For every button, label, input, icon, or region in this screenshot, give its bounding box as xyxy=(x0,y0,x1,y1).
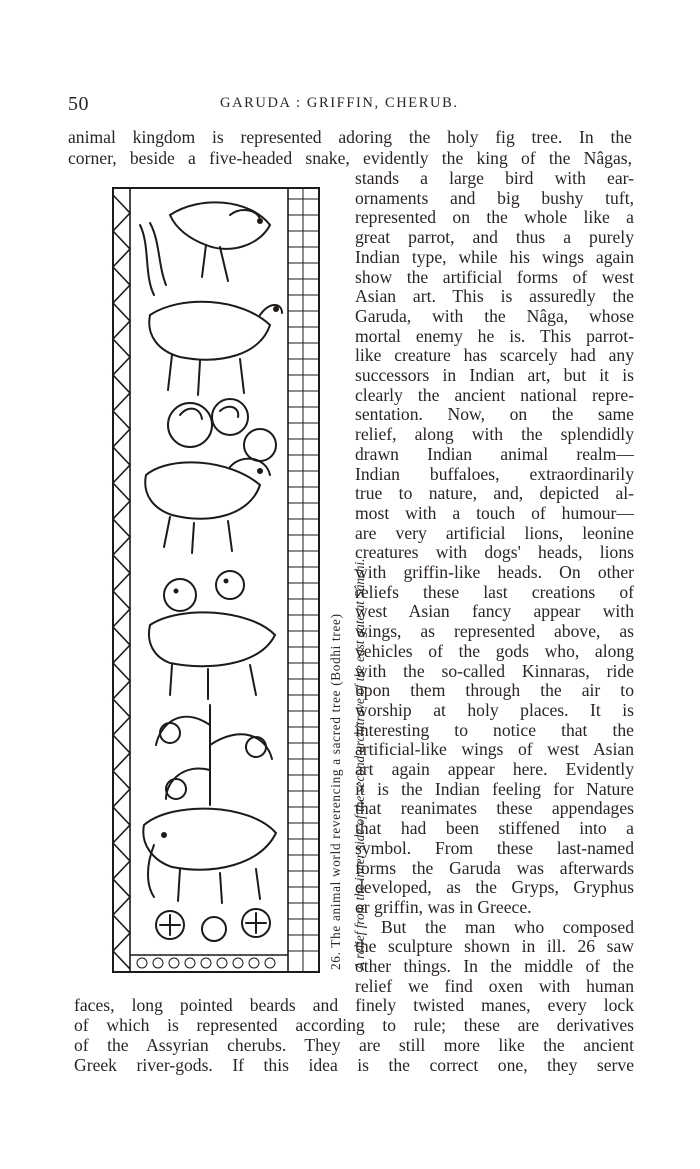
text-line: corner, beside a five-headed snake, evidently the king of the Nâgas, xyxy=(68,149,632,168)
page-header xyxy=(68,93,636,119)
text-line: forms the Garuda was afterwards xyxy=(355,858,634,878)
text-line: mortal enemy he is. This parrot- xyxy=(355,326,634,346)
text-line: ornaments and big bushy tuft, xyxy=(355,188,634,208)
text-line: art again appear here. Evidently xyxy=(355,760,634,779)
text-line: developed, as the Gryps, Gryphus xyxy=(355,878,634,898)
caption-title: 26. The animal world reverencing a sacred tree (Bodhi tree) xyxy=(328,613,343,970)
text-line: Garuda, with the Nâga, whose xyxy=(355,306,634,326)
text-line: represented on the whole like a xyxy=(355,208,634,228)
text-line: worship at holy places. It is xyxy=(355,700,634,720)
text-line: with griffin-like heads. On other xyxy=(355,563,634,582)
text-line: animal kingdom is represented adoring the holy fig tree. In the xyxy=(68,128,632,147)
text-line: successors in Indian art, but it is xyxy=(355,366,634,385)
text-line: of which is represented according to rule; these are derivatives xyxy=(74,1016,634,1036)
text-line: relief, along with the splendidly xyxy=(355,425,634,445)
text-line: are very artificial lions, leonine xyxy=(355,523,634,543)
text-line: reliefs these last creations of xyxy=(355,582,634,602)
text-line: clearly the ancient national repre- xyxy=(355,385,634,405)
text-line: or griffin, was in Greece. xyxy=(355,897,532,917)
text-line: wings, as represented above, as xyxy=(355,622,634,642)
text-line: west Asian fancy appear with xyxy=(355,602,634,622)
relief-illustration xyxy=(110,185,322,975)
text-line: with the so-called Kinnaras, ride xyxy=(355,661,634,681)
text-line: Indian buffaloes, extraordinarily xyxy=(355,464,634,484)
text-line: most with a touch of humour— xyxy=(355,503,634,523)
text-line: Asian art. This is assuredly the xyxy=(355,287,634,307)
text-line: drawn Indian animal realm— xyxy=(355,444,634,464)
text-line: of the Assyrian cherubs. They are still more like the ancient xyxy=(74,1035,634,1055)
text-line: show the artificial forms of west xyxy=(355,267,634,287)
text-line: faces, long pointed beards and finely twisted manes, every lock xyxy=(74,996,634,1016)
text-line: symbol. From these last-named xyxy=(355,838,634,858)
text-line: it is the Indian feeling for Nature xyxy=(355,779,634,799)
page-number: 50 xyxy=(68,93,89,115)
text-line: upon them through the air to xyxy=(355,681,634,701)
text-line: true to nature, and, depicted al- xyxy=(355,484,634,504)
text-line: that had been stiffened into a xyxy=(355,819,634,839)
text-line: stands a large bird with ear- xyxy=(355,169,634,188)
text-line: But the man who composed xyxy=(381,917,634,937)
text-line: great parrot, and thus a purely xyxy=(355,228,634,248)
running-head: GARUDA : GRIFFIN, CHERUB. xyxy=(220,95,459,111)
text-line: creatures with dogs' heads, lions xyxy=(355,543,634,563)
text-line: vehicles of the gods who, along xyxy=(355,641,634,661)
text-line: that reanimates these appendages xyxy=(355,799,634,819)
text-line: relief we find oxen with human xyxy=(355,976,634,996)
text-line: like creature has scarcely had any xyxy=(355,346,634,366)
text-line: Indian type, while his wings again xyxy=(355,247,634,267)
text-line: other things. In the middle of the xyxy=(355,957,634,976)
text-line: sentation. Now, on the same xyxy=(355,405,634,425)
text-line: Greek river-gods. If this idea is the correct one, they serve xyxy=(74,1055,634,1075)
text-line: artificial-like wings of west Asian xyxy=(355,740,634,760)
text-line: interesting to notice that the xyxy=(355,720,634,740)
text-line: the sculpture shown in ill. 26 saw xyxy=(355,937,634,957)
caption-subtitle: A relief from the inner side of the second architrave of the east gate at Sânchi. xyxy=(352,558,367,970)
